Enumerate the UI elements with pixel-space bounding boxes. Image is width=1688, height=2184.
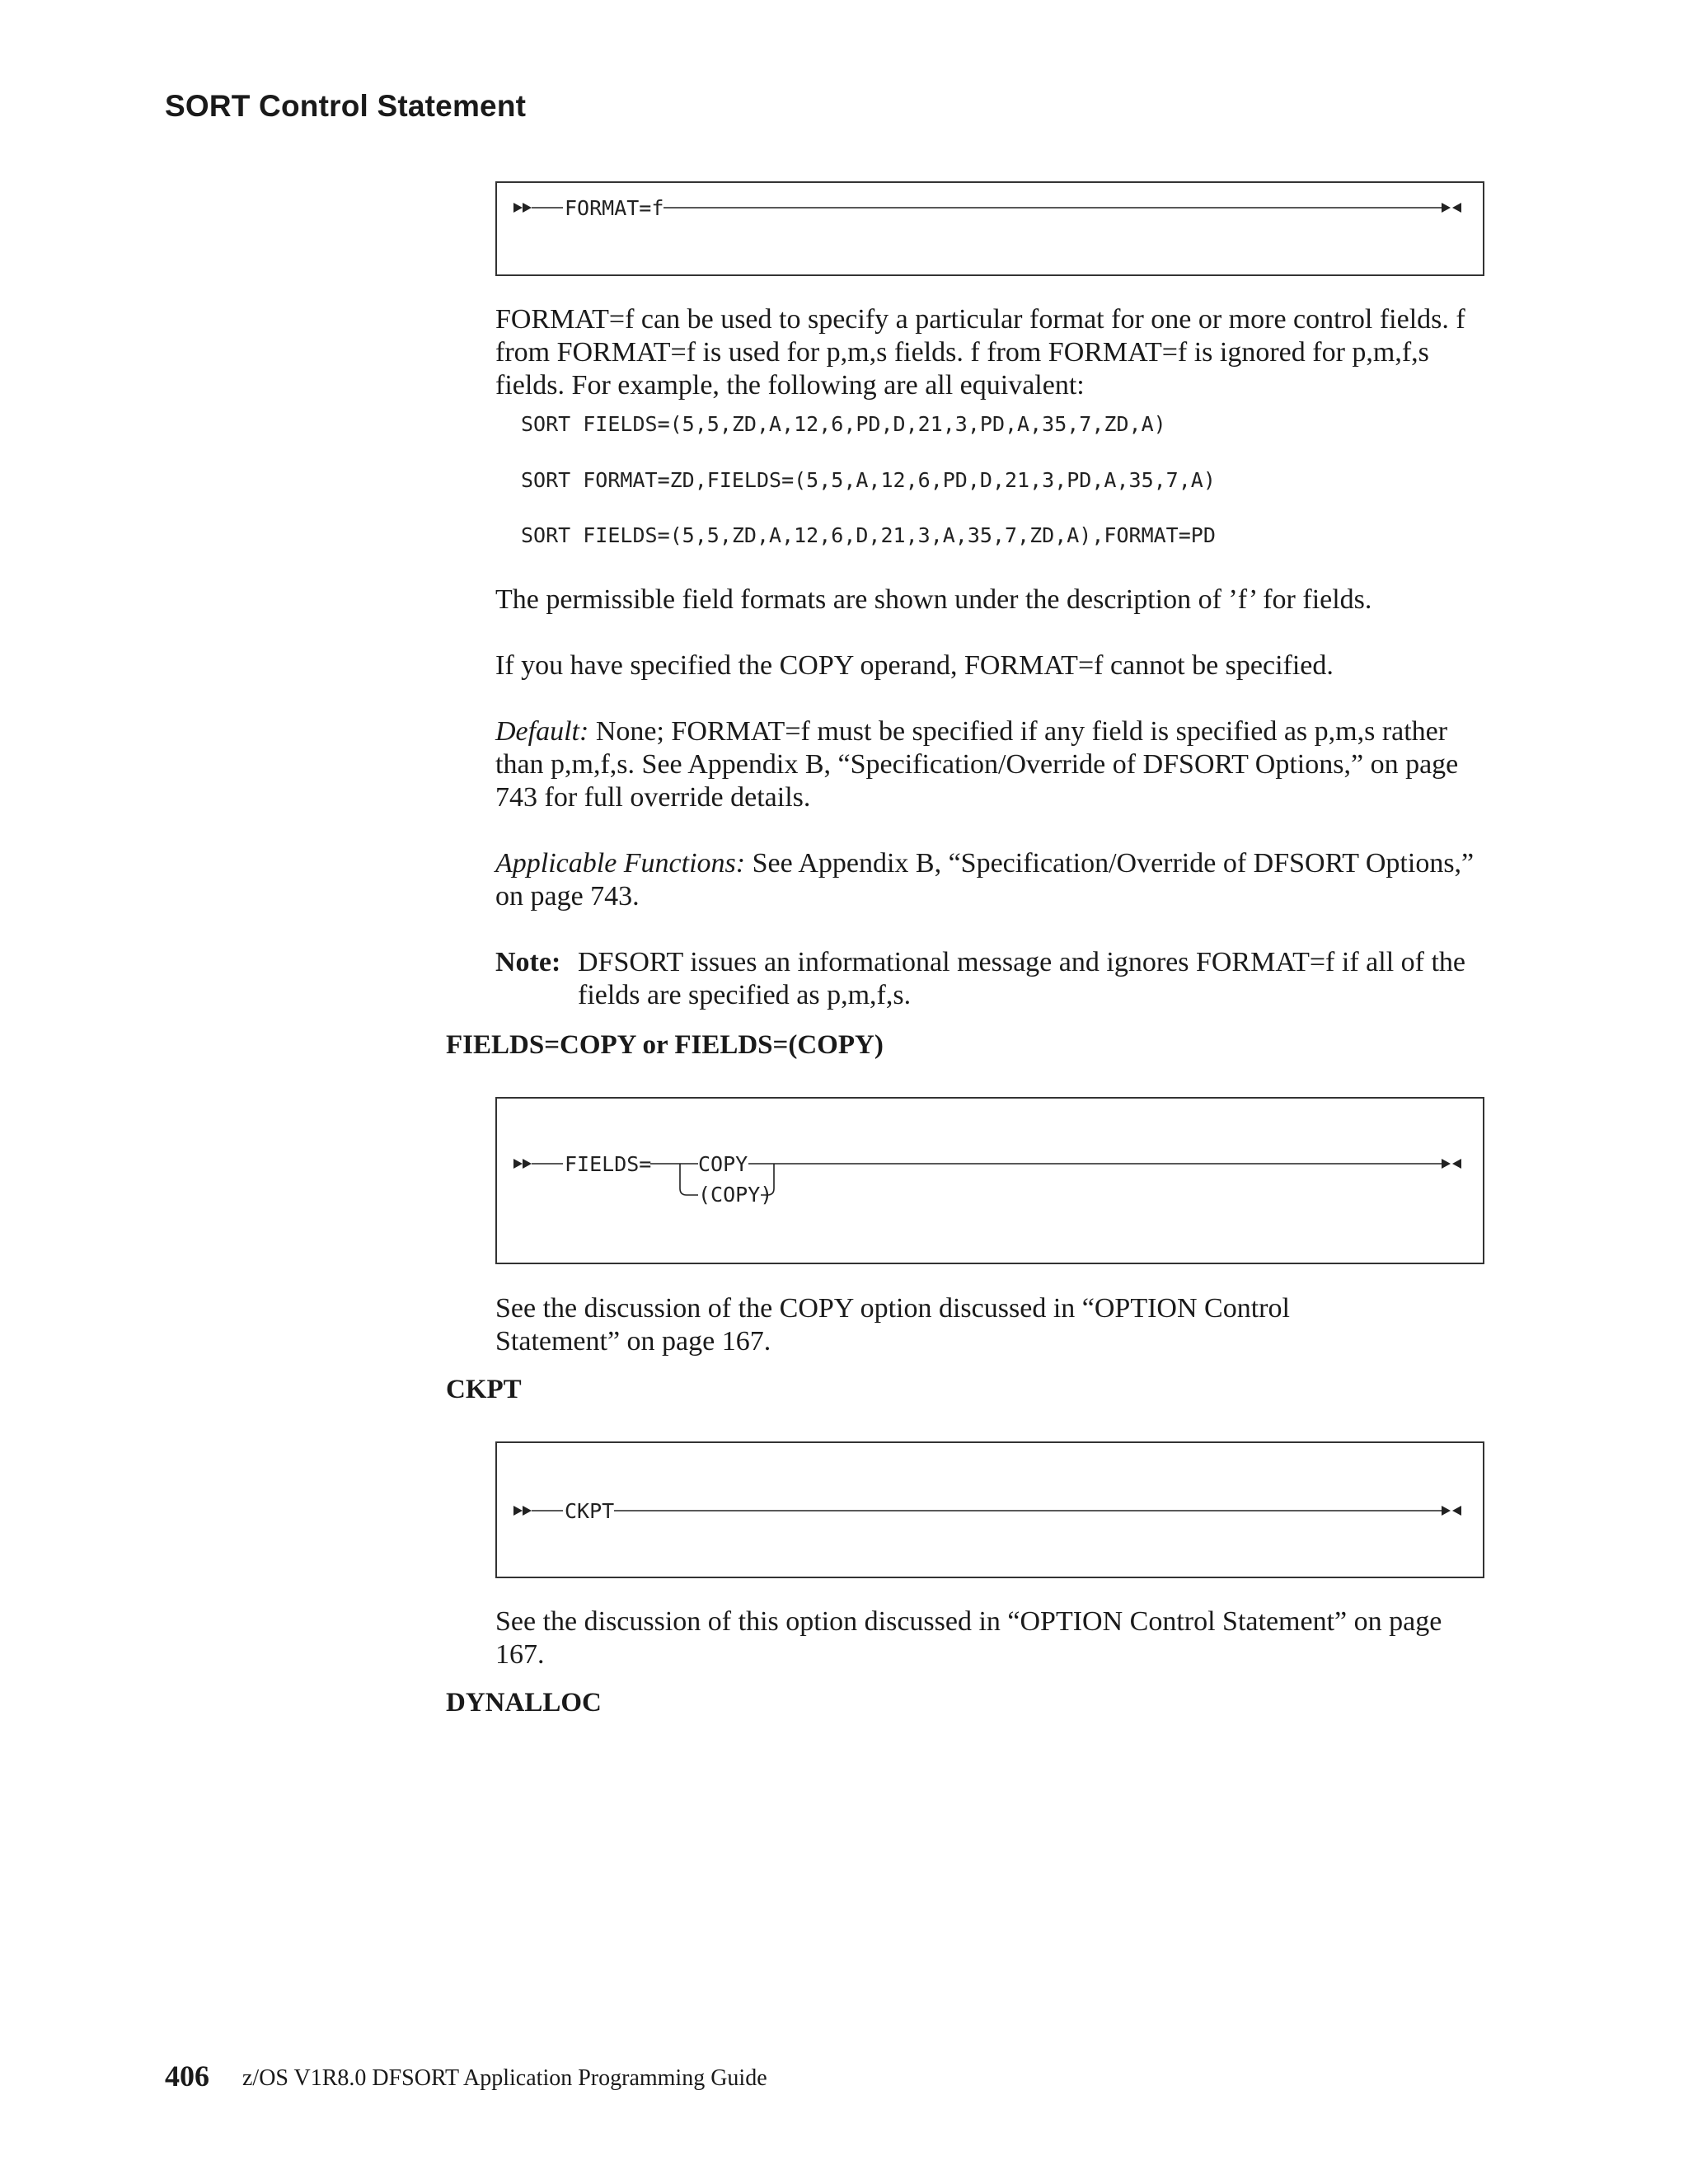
field-formats-paragraph: The permissible field formats are shown under the description of ’f’ for fields. [495, 584, 1372, 615]
start-arrows-icon [513, 203, 532, 213]
applicable-functions-paragraph [495, 847, 1484, 913]
ckpt-syntax-diagram [495, 1441, 1484, 1578]
copy-operand-paragraph: If you have specified the COPY operand, FORMAT=f cannot be specified. [495, 650, 1334, 681]
end-arrows-icon [1442, 1159, 1461, 1169]
note-label: Note: [495, 947, 561, 977]
ckpt-keyword: CKPT [565, 1499, 615, 1523]
format-description: FORMAT=f can be used to specify a particular format for one or more control fields. f from FORMAT=f is used for p,m,s fields. f from FORMAT=f is ignored for p,m,f,s fields. For example, the following are all equivalent: [495, 304, 1465, 401]
code-example-1: SORT FIELDS=(5,5,ZD,A,12,6,PD,D,21,3,PD,A,35,7,ZD,A) [521, 412, 1166, 436]
applicable-text: See Appendix B, “Specification/Override of DFSORT Options,” on page 743. [495, 848, 1475, 912]
fields-copy-heading: FIELDS=COPY or FIELDS=(COPY) [446, 1030, 884, 1060]
format-syntax-diagram [495, 181, 1484, 276]
book-title: z/OS V1R8.0 DFSORT Application Programming Guide [242, 2065, 767, 2091]
code-example-3: SORT FIELDS=(5,5,ZD,A,12,6,D,21,3,A,35,7,ZD,A),FORMAT=PD [521, 523, 1216, 547]
format-keyword: FORMAT=f [565, 196, 664, 220]
start-arrows-icon [513, 1506, 532, 1516]
copy-option: COPY [698, 1152, 748, 1176]
default-text: None; FORMAT=f must be specified if any field is specified as p,m,s rather than p,m,f,s. See Appendix B, “Specification/Override of DFSORT Options,” on page 743 for full override details. [495, 716, 1459, 813]
start-arrows-icon [513, 1159, 532, 1169]
applicable-label: Applicable Functions: [495, 848, 746, 879]
dynalloc-heading: DYNALLOC [446, 1688, 602, 1718]
ckpt-description: See the discussion of this option discussed in “OPTION Control Statement” on page 167. [495, 1606, 1442, 1670]
default-label: Default: [495, 716, 589, 747]
end-arrows-icon [1442, 1506, 1461, 1516]
code-example-2: SORT FORMAT=ZD,FIELDS=(5,5,A,12,6,PD,D,21,3,PD,A,35,7,A) [521, 468, 1216, 492]
ckpt-heading: CKPT [446, 1375, 522, 1404]
fields-keyword: FIELDS= [565, 1152, 652, 1176]
fields-copy-syntax-diagram [495, 1097, 1484, 1264]
note [495, 946, 1484, 1012]
note-text: DFSORT issues an informational message and ignores FORMAT=f if all of the fields are specified as p,m,f,s. [578, 947, 1465, 1010]
end-arrows-icon [1442, 203, 1461, 213]
fields-copy-description: See the discussion of the COPY option discussed in “OPTION Control Statement” on page 167. [495, 1293, 1290, 1357]
default-paragraph [495, 715, 1484, 814]
paren-copy-option: (COPY) [698, 1183, 773, 1207]
page-number: 406 [165, 2060, 209, 2093]
running-head: SORT Control Statement [165, 89, 527, 123]
